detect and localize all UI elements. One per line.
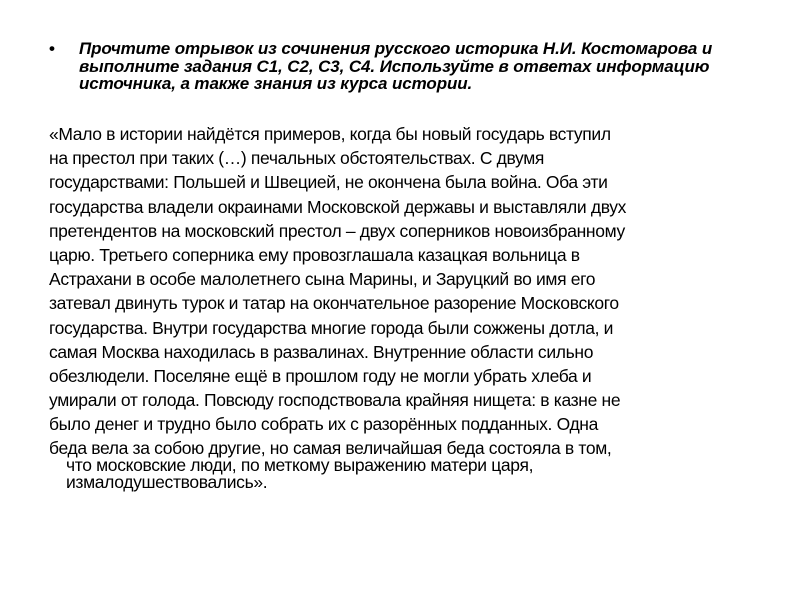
quote-line: Астрахани в особе малолетнего сына Марины, и Заруцкий во имя его — [49, 269, 596, 290]
quote-line: на престол при таких (…) печальных обстоятельствах. С двумя — [49, 148, 545, 169]
quote-line: «Мало в истории найдётся примеров, когда бы новый государь вступил — [49, 124, 611, 144]
source-quote — [49, 122, 779, 492]
quote-line: государствами: Польшей и Швецией, не окончена была война. Оба эти — [49, 172, 608, 193]
bullet-icon: • — [49, 39, 55, 58]
quote-line: государства владели окраинами Московской державы и выставляли двух — [49, 196, 627, 217]
quote-line: умирали от голода. Повсюду господствовала крайняя нищета: в казне не — [49, 390, 621, 411]
quote-line: самая Москва находилась в развалинах. Внутренние области сильно — [49, 341, 594, 362]
quote-tail-line: измалодушествовались». — [66, 472, 268, 493]
quote-line: было денег и трудно было собрать их с разорённых подданных. Одна — [49, 414, 599, 435]
quote-line: царю. Третьего соперника ему провозглашала казацкая вольница в — [49, 244, 580, 265]
quote-line: беда вела за собою другие, но самая величайшая беда состояла в том, — [49, 438, 612, 459]
quote-line: государства. Внутри государства многие города были сожжены дотла, и — [49, 317, 614, 338]
quote-tail-line: что московские люди, по меткому выражению матери царя, — [66, 454, 534, 475]
task-instruction: Прочтите отрывок из сочинения русского историка Н.И. Костомарова и выполните задания С1, С2, С3, С4. Используйте в ответах информацию источника, а также знания из курса истории. — [79, 39, 713, 93]
quote-line: претендентов на московский престол – двух соперников новоизбранному — [49, 220, 625, 241]
quote-line: обезлюдели. Поселяне ещё в прошлом году не могли убрать хлеба и — [49, 365, 592, 386]
quote-line: затевал двинуть турок и татар на окончательное разорение Московского — [49, 293, 619, 314]
